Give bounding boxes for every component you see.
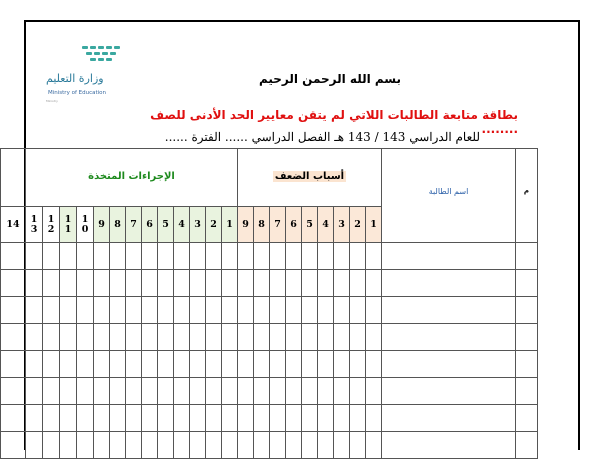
weak-col-6: 6	[286, 207, 302, 243]
table-cell[interactable]	[174, 297, 190, 324]
page-title: بطاقة متابعة الطالبات اللاتي لم يتقن معايير الحد الأدنى للصف ........	[150, 108, 518, 136]
action-col-4: 4	[174, 207, 190, 243]
action-col-7: 7	[126, 207, 142, 243]
table-cell[interactable]	[26, 351, 43, 378]
table-cell[interactable]	[158, 243, 174, 270]
table-cell[interactable]	[94, 432, 110, 459]
header-row	[1, 149, 538, 207]
table-cell[interactable]	[302, 324, 318, 351]
table-cell[interactable]	[142, 405, 158, 432]
table-cell[interactable]	[94, 270, 110, 297]
ministry-logo	[44, 44, 124, 104]
actions-header: الإجراءات المتخذة	[26, 149, 238, 207]
table-cell[interactable]	[1, 405, 26, 432]
table-cell[interactable]	[43, 270, 60, 297]
table-cell[interactable]	[302, 405, 318, 432]
table-cell[interactable]	[77, 324, 94, 351]
table-cell[interactable]	[302, 432, 318, 459]
table-cell[interactable]	[318, 378, 334, 405]
table-body	[1, 243, 538, 459]
table-cell[interactable]	[222, 270, 238, 297]
table-cell[interactable]	[238, 324, 254, 351]
table-cell[interactable]	[222, 297, 238, 324]
table-cell[interactable]	[318, 270, 334, 297]
table-row	[1, 270, 538, 297]
weak-col-4: 4	[318, 207, 334, 243]
table-cell[interactable]	[206, 324, 222, 351]
table-cell[interactable]	[286, 378, 302, 405]
table-cell[interactable]	[366, 432, 382, 459]
table-cell[interactable]	[350, 378, 366, 405]
table-cell[interactable]	[158, 432, 174, 459]
table-cell[interactable]	[286, 243, 302, 270]
table-cell[interactable]	[60, 432, 77, 459]
table-cell[interactable]	[350, 405, 366, 432]
table-cell[interactable]	[238, 351, 254, 378]
table-cell[interactable]	[286, 432, 302, 459]
table-cell[interactable]	[174, 270, 190, 297]
table-cell[interactable]	[126, 324, 142, 351]
header-blank-cell	[1, 149, 26, 207]
table-cell[interactable]	[77, 405, 94, 432]
table-cell[interactable]	[382, 432, 516, 459]
table-cell[interactable]	[43, 297, 60, 324]
table-cell[interactable]	[60, 324, 77, 351]
table-cell[interactable]	[318, 432, 334, 459]
table-cell[interactable]	[1, 351, 26, 378]
action-col-3: 3	[190, 207, 206, 243]
table-cell[interactable]	[26, 378, 43, 405]
table-cell[interactable]	[43, 324, 60, 351]
table-cell[interactable]	[43, 378, 60, 405]
table-cell[interactable]	[190, 324, 206, 351]
table-cell[interactable]	[350, 432, 366, 459]
table-cell[interactable]	[318, 324, 334, 351]
table-cell[interactable]	[516, 432, 538, 459]
weak-col-1: 1	[366, 207, 382, 243]
table-cell[interactable]	[270, 324, 286, 351]
table-cell[interactable]	[254, 378, 270, 405]
table-cell[interactable]	[270, 243, 286, 270]
table-cell[interactable]	[222, 351, 238, 378]
table-cell[interactable]	[516, 297, 538, 324]
table-cell[interactable]	[222, 324, 238, 351]
table-cell[interactable]	[94, 351, 110, 378]
table-cell[interactable]	[334, 324, 350, 351]
table-cell[interactable]	[318, 351, 334, 378]
table-cell[interactable]	[77, 270, 94, 297]
table-cell[interactable]	[206, 351, 222, 378]
table-cell[interactable]	[366, 351, 382, 378]
table-cell[interactable]	[350, 270, 366, 297]
logo-english-text: Ministry of Education	[48, 90, 107, 96]
table-cell[interactable]	[94, 324, 110, 351]
weak-col-8: 8	[254, 207, 270, 243]
table-cell[interactable]	[382, 243, 516, 270]
table-cell[interactable]	[1, 297, 26, 324]
table-cell[interactable]	[516, 270, 538, 297]
table-cell[interactable]	[60, 243, 77, 270]
action-col-11: 1 1	[60, 207, 77, 243]
action-col-8: 8	[110, 207, 126, 243]
table-cell[interactable]	[158, 324, 174, 351]
action-col-1: 1	[222, 207, 238, 243]
table-cell[interactable]	[238, 297, 254, 324]
table-cell[interactable]	[270, 351, 286, 378]
table-cell[interactable]	[270, 432, 286, 459]
action-col-6: 6	[142, 207, 158, 243]
table-cell[interactable]	[334, 351, 350, 378]
index-header: م	[516, 149, 538, 243]
table-cell[interactable]	[126, 270, 142, 297]
action-col-9: 9	[94, 207, 110, 243]
table-cell[interactable]	[174, 432, 190, 459]
table-cell[interactable]	[142, 270, 158, 297]
table-cell[interactable]	[254, 243, 270, 270]
table-cell[interactable]	[302, 351, 318, 378]
table-cell[interactable]	[190, 243, 206, 270]
table-cell[interactable]	[190, 297, 206, 324]
table-cell[interactable]	[126, 243, 142, 270]
table-cell[interactable]	[222, 378, 238, 405]
table-cell[interactable]	[142, 432, 158, 459]
table-cell[interactable]	[206, 243, 222, 270]
table-cell[interactable]	[142, 243, 158, 270]
table-cell[interactable]	[1, 432, 26, 459]
table-cell[interactable]	[110, 432, 126, 459]
table-cell[interactable]	[1, 270, 26, 297]
table-cell[interactable]	[270, 378, 286, 405]
table-cell[interactable]	[174, 351, 190, 378]
weakness-header	[238, 149, 382, 207]
table-cell[interactable]	[516, 351, 538, 378]
table-cell[interactable]	[142, 378, 158, 405]
weak-col-9: 9	[238, 207, 254, 243]
table-cell[interactable]	[174, 243, 190, 270]
table-cell[interactable]	[94, 378, 110, 405]
table-cell[interactable]	[110, 243, 126, 270]
table-cell[interactable]	[1, 324, 26, 351]
table-cell[interactable]	[158, 378, 174, 405]
table-cell[interactable]	[206, 378, 222, 405]
table-cell[interactable]	[334, 270, 350, 297]
table-cell[interactable]	[382, 378, 516, 405]
table-cell[interactable]	[126, 432, 142, 459]
table-cell[interactable]	[206, 432, 222, 459]
table-cell[interactable]	[174, 405, 190, 432]
table-cell[interactable]	[222, 405, 238, 432]
table-cell[interactable]	[366, 378, 382, 405]
table-cell[interactable]	[238, 432, 254, 459]
table-cell[interactable]	[190, 270, 206, 297]
table-cell[interactable]	[238, 243, 254, 270]
table-cell[interactable]	[43, 351, 60, 378]
table-cell[interactable]	[26, 432, 43, 459]
table-cell[interactable]	[158, 351, 174, 378]
table-cell[interactable]	[43, 405, 60, 432]
table-cell[interactable]	[254, 324, 270, 351]
action-col-5: 5	[158, 207, 174, 243]
table-cell[interactable]	[382, 351, 516, 378]
table-cell[interactable]	[334, 378, 350, 405]
table-cell[interactable]	[238, 405, 254, 432]
table-row	[1, 405, 538, 432]
table-cell[interactable]	[302, 297, 318, 324]
table-cell[interactable]	[110, 405, 126, 432]
table-cell[interactable]	[110, 324, 126, 351]
table-cell[interactable]	[222, 243, 238, 270]
weak-col-7: 7	[270, 207, 286, 243]
table-cell[interactable]	[516, 243, 538, 270]
table-cell[interactable]	[516, 405, 538, 432]
table-cell[interactable]	[334, 432, 350, 459]
table-cell[interactable]	[26, 405, 43, 432]
table-cell[interactable]	[270, 297, 286, 324]
table-cell[interactable]	[94, 297, 110, 324]
table-cell[interactable]	[286, 351, 302, 378]
weakness-header-label: أسباب الضعف	[274, 171, 345, 182]
table-cell[interactable]	[174, 324, 190, 351]
table-cell[interactable]	[318, 243, 334, 270]
table-row	[1, 297, 538, 324]
table-cell[interactable]	[222, 432, 238, 459]
table-cell[interactable]	[254, 351, 270, 378]
table-cell[interactable]	[382, 297, 516, 324]
table-cell[interactable]	[350, 243, 366, 270]
table-cell[interactable]	[206, 297, 222, 324]
table-cell[interactable]	[350, 324, 366, 351]
table-cell[interactable]	[126, 351, 142, 378]
table-cell[interactable]	[366, 297, 382, 324]
table-cell[interactable]	[318, 405, 334, 432]
table-cell[interactable]	[1, 243, 26, 270]
table-cell[interactable]	[1, 378, 26, 405]
table-cell[interactable]	[302, 270, 318, 297]
table-cell[interactable]	[60, 378, 77, 405]
action-col-12: 1 2	[43, 207, 60, 243]
table-cell[interactable]	[60, 297, 77, 324]
table-cell[interactable]	[190, 405, 206, 432]
action-col-2: 2	[206, 207, 222, 243]
logo-mark-icon	[80, 44, 128, 68]
table-cell[interactable]	[26, 243, 43, 270]
table-cell[interactable]	[302, 378, 318, 405]
table-cell[interactable]	[60, 270, 77, 297]
table-row	[1, 432, 538, 459]
table-cell[interactable]	[350, 351, 366, 378]
weak-col-3: 3	[334, 207, 350, 243]
student-name-header: اسم الطالبة	[382, 149, 516, 243]
table-cell[interactable]	[77, 432, 94, 459]
table-cell[interactable]	[254, 297, 270, 324]
table-cell[interactable]	[142, 324, 158, 351]
table-cell[interactable]	[366, 243, 382, 270]
table-cell[interactable]	[126, 297, 142, 324]
table-cell[interactable]	[382, 270, 516, 297]
table-row	[1, 378, 538, 405]
action-col-13: 1 3	[26, 207, 43, 243]
table-cell[interactable]	[77, 378, 94, 405]
table-cell[interactable]	[302, 243, 318, 270]
table-cell[interactable]	[174, 378, 190, 405]
logo-arabic-text: وزارة التعليم	[46, 72, 104, 85]
table-cell[interactable]	[334, 297, 350, 324]
table-cell[interactable]	[286, 297, 302, 324]
table-cell[interactable]	[94, 243, 110, 270]
table-cell[interactable]	[43, 243, 60, 270]
table-cell[interactable]	[142, 351, 158, 378]
table-cell[interactable]	[238, 378, 254, 405]
frame-right	[578, 20, 580, 450]
table-cell[interactable]	[26, 297, 43, 324]
table-cell[interactable]	[26, 270, 43, 297]
table-row	[1, 351, 538, 378]
table-cell[interactable]	[366, 270, 382, 297]
table-cell[interactable]	[254, 270, 270, 297]
table-cell[interactable]	[286, 270, 302, 297]
table-cell[interactable]	[516, 324, 538, 351]
table-cell[interactable]	[110, 378, 126, 405]
table-cell[interactable]	[158, 270, 174, 297]
table-row	[1, 243, 538, 270]
table-cell[interactable]	[254, 405, 270, 432]
table-cell[interactable]	[366, 324, 382, 351]
table-cell[interactable]	[190, 378, 206, 405]
weak-col-2: 2	[350, 207, 366, 243]
table-cell[interactable]	[382, 405, 516, 432]
table-cell[interactable]	[270, 270, 286, 297]
action-col-14: 14	[1, 207, 26, 243]
table-cell[interactable]	[190, 351, 206, 378]
table-cell[interactable]	[366, 405, 382, 432]
table-cell[interactable]	[77, 351, 94, 378]
table-cell[interactable]	[206, 270, 222, 297]
table-cell[interactable]	[142, 297, 158, 324]
table-cell[interactable]	[110, 351, 126, 378]
basmala: بسم الله الرحمن الرحيم	[258, 72, 402, 86]
table-cell[interactable]	[77, 243, 94, 270]
year-line: للعام الدراسي 143 / 143 هـ الفصل الدراسي ...... الفترة ......	[164, 130, 480, 144]
table-cell[interactable]	[60, 405, 77, 432]
table-cell[interactable]	[286, 324, 302, 351]
table-cell[interactable]	[110, 270, 126, 297]
table-cell[interactable]	[60, 351, 77, 378]
frame-top	[24, 20, 580, 22]
table-cell[interactable]	[318, 297, 334, 324]
weak-col-5: 5	[302, 207, 318, 243]
table-cell[interactable]	[286, 405, 302, 432]
table-cell[interactable]	[334, 405, 350, 432]
table-cell[interactable]	[238, 270, 254, 297]
table-cell[interactable]	[516, 378, 538, 405]
logo-tiny-text: Ministry	[46, 99, 58, 103]
table-cell[interactable]	[270, 405, 286, 432]
table-cell[interactable]	[77, 297, 94, 324]
table-cell[interactable]	[110, 297, 126, 324]
table-cell[interactable]	[190, 432, 206, 459]
table-cell[interactable]	[334, 243, 350, 270]
table-cell[interactable]	[126, 405, 142, 432]
table-row	[1, 324, 538, 351]
table-cell[interactable]	[43, 432, 60, 459]
tracking-table	[0, 148, 538, 459]
table-cell[interactable]	[126, 378, 142, 405]
table-cell[interactable]	[158, 405, 174, 432]
table-cell[interactable]	[26, 324, 43, 351]
table-cell[interactable]	[206, 405, 222, 432]
action-col-10: 1 0	[77, 207, 94, 243]
table-cell[interactable]	[382, 324, 516, 351]
table-cell[interactable]	[94, 405, 110, 432]
table-cell[interactable]	[158, 297, 174, 324]
table-cell[interactable]	[350, 297, 366, 324]
table-cell[interactable]	[254, 432, 270, 459]
